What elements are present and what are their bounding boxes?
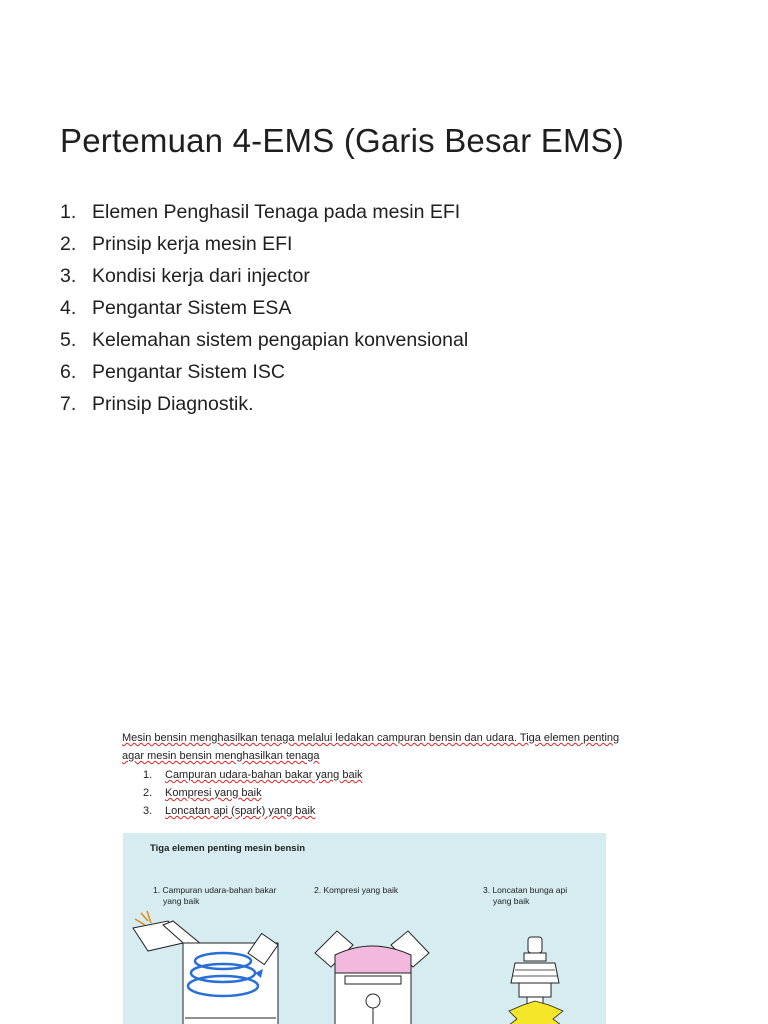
element-item-number: 1. bbox=[143, 769, 153, 781]
element-list bbox=[143, 766, 363, 820]
agenda-item bbox=[60, 324, 468, 356]
agenda-item bbox=[60, 356, 468, 388]
element-item-number: 2. bbox=[143, 787, 153, 799]
agenda-item-text: Kelemahan sistem pengapian konvensional bbox=[92, 329, 469, 351]
diagram-title: Tiga elemen penting mesin bensin bbox=[150, 843, 306, 854]
agenda-item-number: 3. bbox=[60, 265, 77, 287]
agenda-item-text: Prinsip Diagnostik. bbox=[92, 393, 254, 415]
agenda-item-number: 7. bbox=[60, 393, 77, 415]
agenda-item-text: Pengantar Sistem ISC bbox=[92, 361, 285, 383]
spark-plug-icon bbox=[505, 937, 565, 1024]
element-item-text: Campuran udara-bahan bakar yang baik bbox=[165, 769, 363, 781]
agenda-item-number: 5. bbox=[60, 329, 77, 351]
element-item bbox=[143, 784, 363, 802]
agenda-item bbox=[60, 196, 468, 228]
caption-line: yang baik bbox=[493, 896, 530, 906]
agenda-item bbox=[60, 388, 468, 420]
engine-elements-diagram bbox=[123, 833, 606, 1024]
element-item-text: Kompresi yang baik bbox=[165, 787, 262, 799]
agenda-item-number: 6. bbox=[60, 361, 77, 383]
intro-paragraph bbox=[122, 729, 682, 765]
agenda-item-number: 4. bbox=[60, 297, 77, 319]
element-item bbox=[143, 802, 363, 820]
caption-line: 1. Campuran udara-bahan bakar bbox=[153, 885, 277, 895]
compression-cylinder-icon bbox=[315, 931, 429, 1024]
agenda-item-number: 2. bbox=[60, 233, 77, 255]
intro-line-2: agar mesin bensin menghasilkan tenaga bbox=[122, 750, 320, 762]
slide-title: Pertemuan 4-EMS (Garis Besar EMS) bbox=[60, 122, 625, 159]
agenda-item-text: Elemen Penghasil Tenaga pada mesin EFI bbox=[92, 201, 461, 223]
agenda-item-text: Kondisi kerja dari injector bbox=[92, 265, 310, 287]
mixture-cylinder-icon bbox=[133, 911, 278, 1024]
caption-line: 2. Kompresi yang baik bbox=[314, 885, 399, 895]
element-item-number: 3. bbox=[143, 805, 153, 817]
caption-line: yang baik bbox=[163, 896, 200, 906]
agenda-item bbox=[60, 292, 468, 324]
agenda-item bbox=[60, 260, 468, 292]
agenda-item-number: 1. bbox=[60, 201, 77, 223]
intro-line-1: Mesin bensin menghasilkan tenaga melalui ledakan campuran bensin dan udara. Tiga elemen penting bbox=[122, 732, 620, 744]
engine-illustrations bbox=[123, 833, 606, 1024]
agenda-list bbox=[60, 196, 468, 420]
element-item bbox=[143, 766, 363, 784]
element-item-text: Loncatan api (spark) yang baik bbox=[165, 805, 316, 817]
agenda-item-text: Prinsip kerja mesin EFI bbox=[92, 233, 293, 255]
agenda-item-text: Pengantar Sistem ESA bbox=[92, 297, 292, 319]
caption-line: 3. Loncatan bunga api bbox=[483, 885, 568, 895]
agenda-item bbox=[60, 228, 468, 260]
